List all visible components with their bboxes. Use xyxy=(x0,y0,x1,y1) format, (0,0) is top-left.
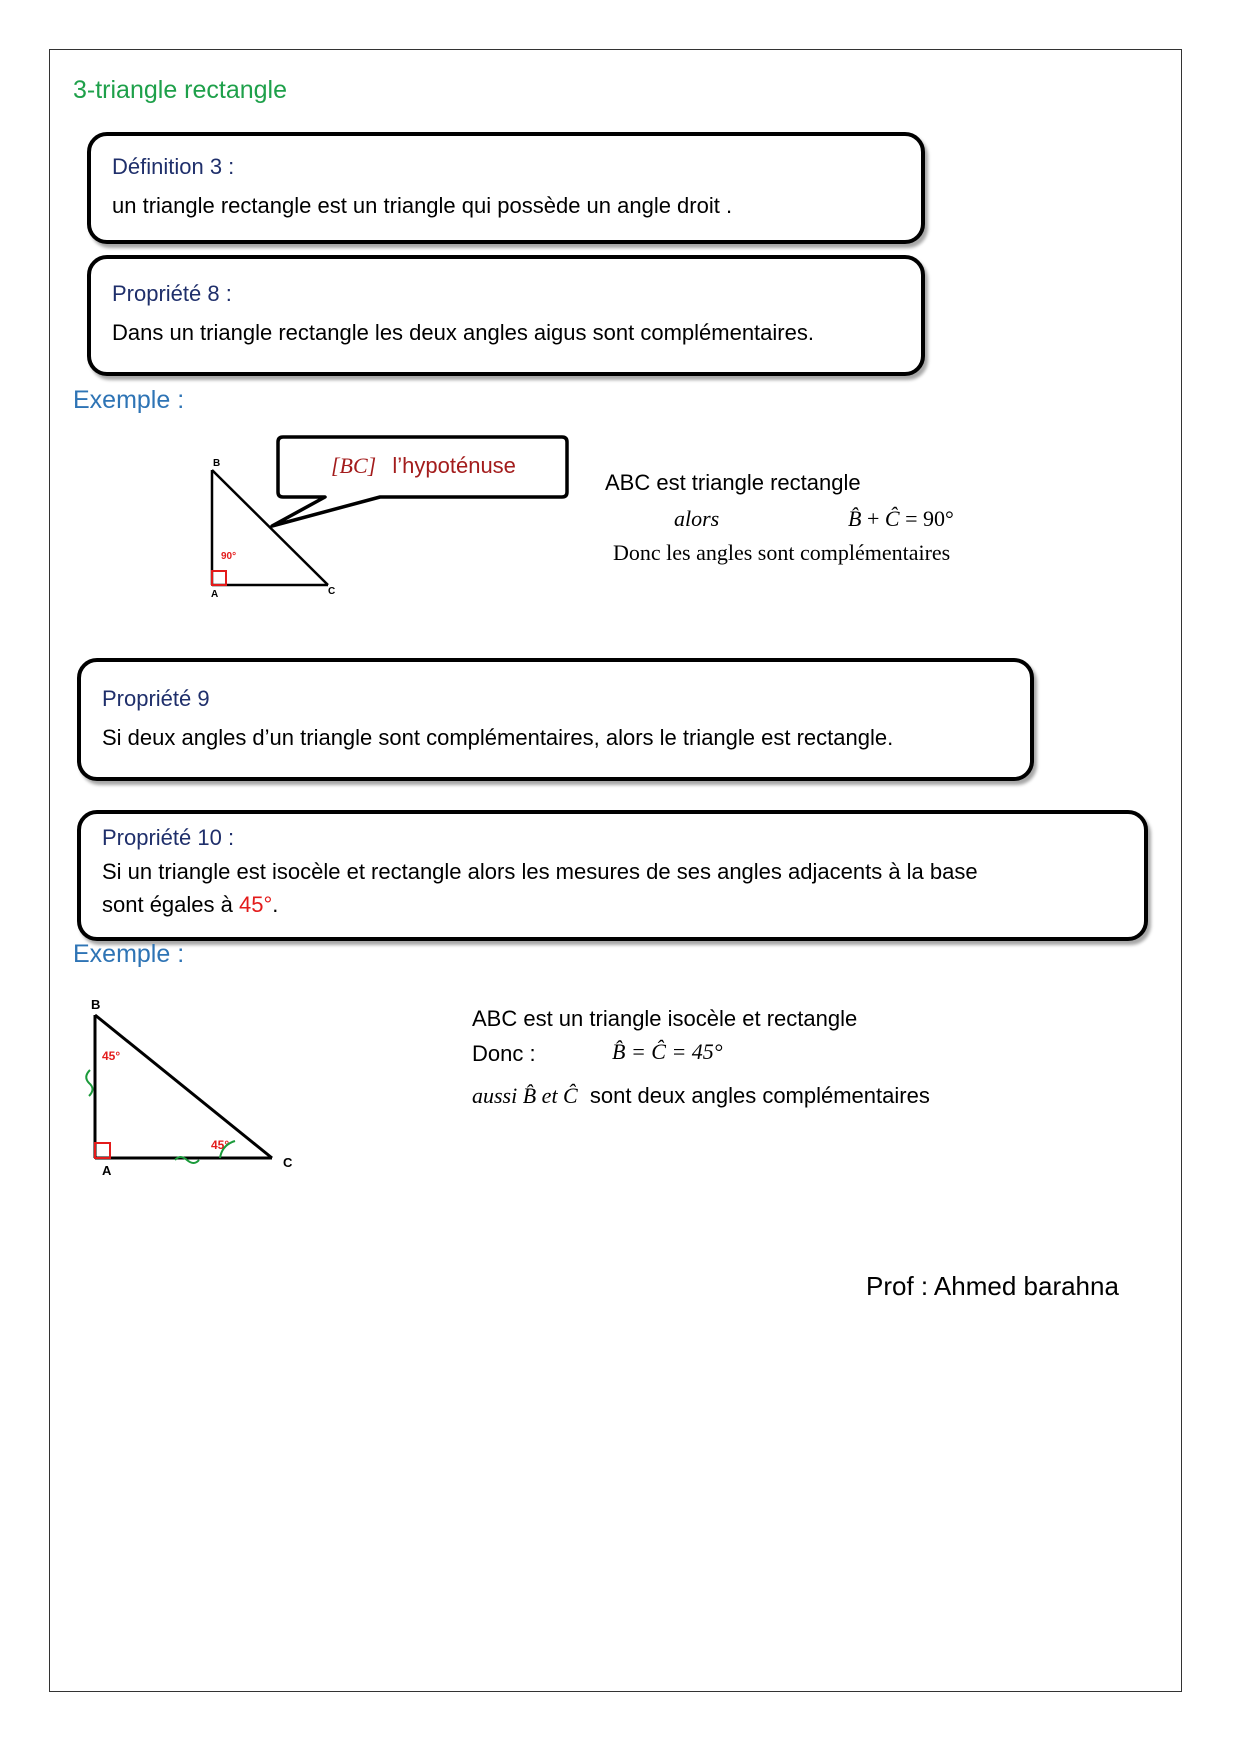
exemple-2-line-3 xyxy=(472,1083,930,1109)
exemple-1-label: Exemple : xyxy=(73,386,185,414)
figure-1-vertex-a: A xyxy=(211,589,219,600)
figure-1-angle-label: 90° xyxy=(221,551,237,562)
exemple-2-label: Exemple : xyxy=(73,940,185,968)
formula-angle-b: B̂ xyxy=(848,506,862,531)
section-title: 3-triangle rectangle xyxy=(73,76,288,104)
exemple-1-sum-formula xyxy=(848,506,954,532)
exemple-1-line-3: Donc les angles sont complémentaires xyxy=(613,540,951,565)
exemple-2-formula: B̂ = Ĉ = 45° xyxy=(612,1039,723,1064)
exemple-2-line-1: ABC est un triangle isocèle et rectangle xyxy=(472,1006,858,1031)
definition-3-box xyxy=(87,132,925,244)
figure-2-vertex-a: A xyxy=(102,1163,112,1178)
propriete-8-heading: Propriété 8 : xyxy=(112,281,232,306)
figure-1-vertex-b: B xyxy=(213,458,221,469)
callout-math: [BC] xyxy=(331,453,377,478)
propriete-10-line-2 xyxy=(102,892,278,918)
propriete-8-box xyxy=(87,255,925,376)
callout-label xyxy=(331,453,516,479)
exemple-1-line-2 xyxy=(674,506,719,532)
formula-plus: + xyxy=(866,506,880,531)
formula-angle-c: Ĉ xyxy=(884,506,900,531)
propriete-10-period: . xyxy=(272,892,279,917)
hypotenuse-callout xyxy=(260,434,580,534)
formula-equals-90: = 90° xyxy=(905,506,954,531)
exemple-1-line-1: ABC est triangle rectangle xyxy=(605,470,861,495)
exemple-2-aussi-formula: aussi B̂ et Ĉ xyxy=(472,1083,578,1108)
triangle-figure-2 xyxy=(80,995,300,1185)
propriete-10-line-2-prefix: sont égales à xyxy=(102,892,233,917)
exemple-1-alors: alors xyxy=(674,506,720,531)
figure-2-angle-c-label: 45° xyxy=(211,1138,230,1152)
propriete-10-heading: Propriété 10 : xyxy=(102,825,235,850)
propriete-10-line-1: Si un triangle est isocèle et rectangle alors les mesures de ses angles adjacents à la base xyxy=(102,859,978,884)
author-signature: Prof : Ahmed barahna xyxy=(866,1271,1119,1301)
propriete-8-text: Dans un triangle rectangle les deux angles aigus sont complémentaires. xyxy=(112,320,814,345)
propriete-9-box xyxy=(77,658,1034,781)
exemple-2-donc: Donc : xyxy=(472,1041,536,1066)
propriete-9-heading: Propriété 9 xyxy=(102,686,210,711)
figure-1-right-angle-mark xyxy=(212,571,226,585)
exemple-2-line-2 xyxy=(472,1041,536,1067)
propriete-10-value: 45° xyxy=(239,892,273,917)
propriete-9-text: Si deux angles d’un triangle sont complémentaires, alors le triangle est rectangle. xyxy=(102,725,894,750)
exemple-2-line-3-text: sont deux angles complémentaires xyxy=(589,1083,930,1108)
figure-2-vertex-b: B xyxy=(91,997,101,1012)
figure-2-tick-ab xyxy=(86,1070,92,1096)
figure-2-vertex-c: C xyxy=(283,1155,293,1170)
figure-1-vertex-c: C xyxy=(328,586,336,597)
definition-3-text: un triangle rectangle est un triangle qui possède un angle droit . xyxy=(112,193,733,218)
figure-2-angle-b-label: 45° xyxy=(102,1049,121,1063)
figure-2-hypotenuse xyxy=(95,1015,272,1158)
figure-2-right-angle-mark xyxy=(95,1143,110,1158)
callout-text: l’hypoténuse xyxy=(392,453,516,478)
definition-3-heading: Définition 3 : xyxy=(112,154,235,179)
